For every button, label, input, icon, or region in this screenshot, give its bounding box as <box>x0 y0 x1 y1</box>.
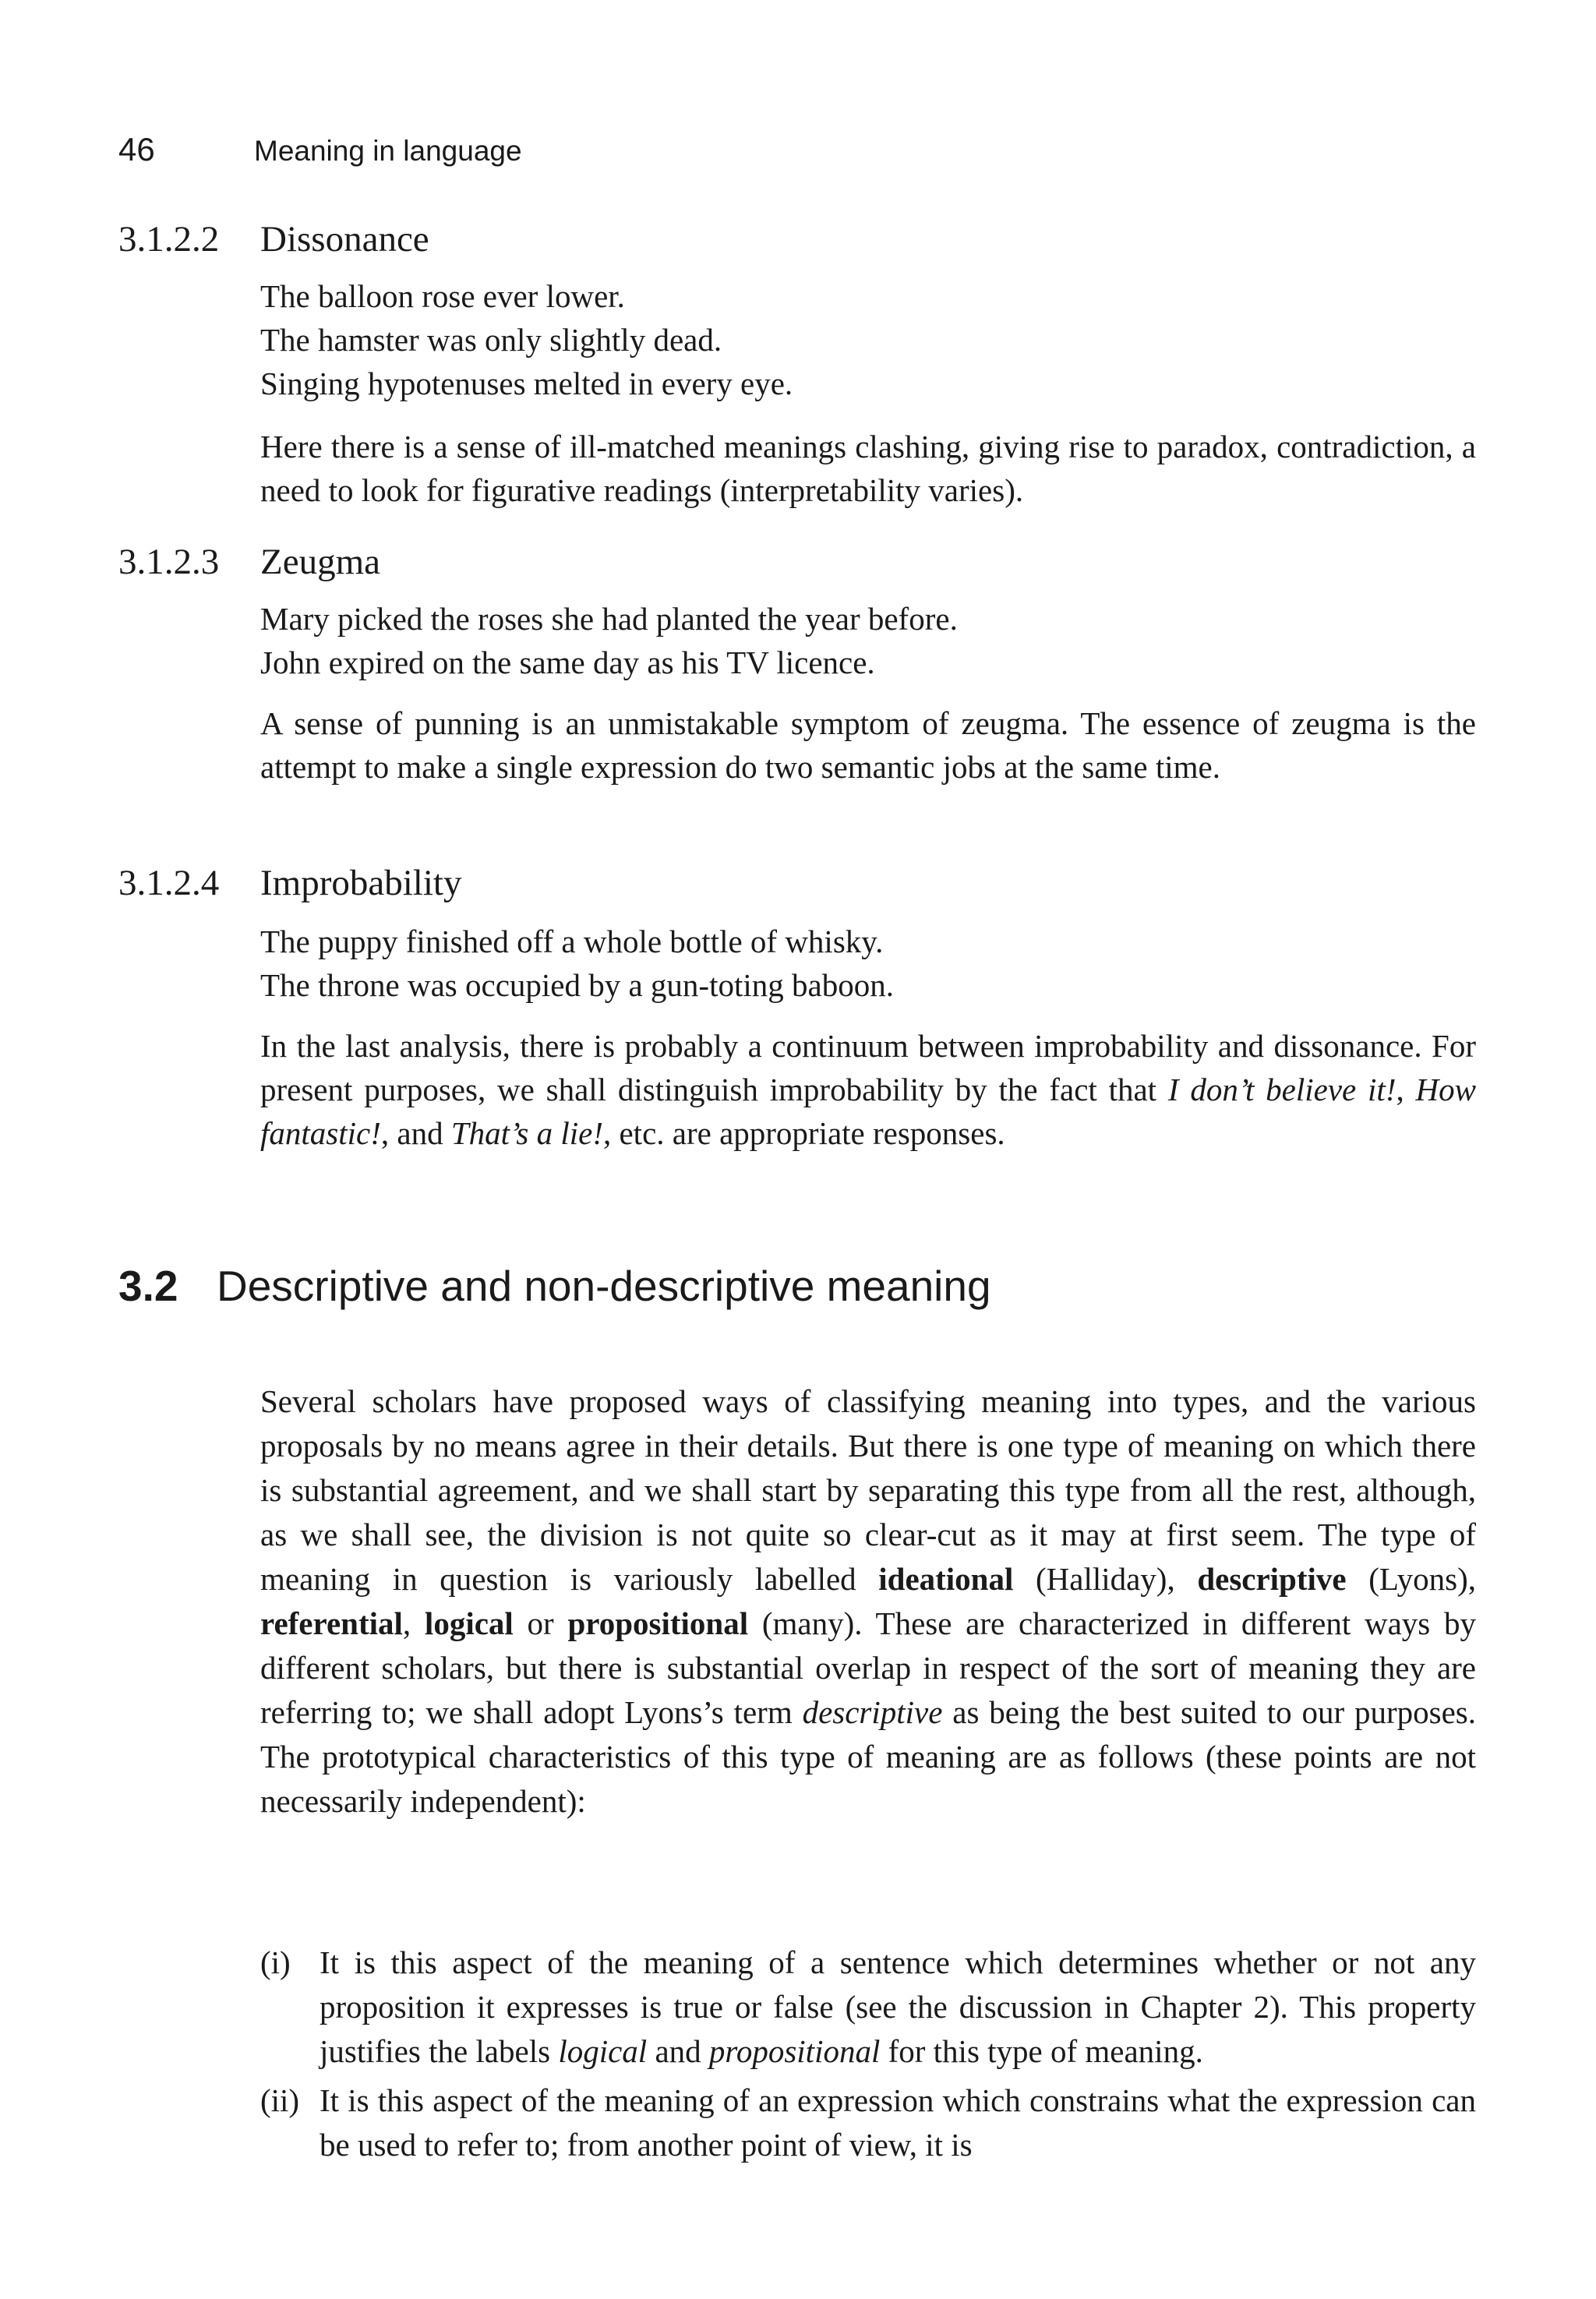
examples-dissonance <box>260 274 1476 405</box>
example-sentence: John expired on the same day as his TV licence. <box>260 644 875 680</box>
paragraph-dissonance: Here there is a sense of ill-matched meanings clashing, giving rise to paradox, contradiction, a need to look for figurative readings (interpretability varies). <box>260 429 1476 508</box>
subsection-title: Zeugma <box>260 542 380 582</box>
running-title: Meaning in language <box>254 135 522 167</box>
section-paragraph: Several scholars have proposed ways of classifying meaning into types, and the various proposals by no means agree in their details. But there is one type of meaning on which there is substantial agreement, and we shall start by separating this type from all the rest, although, as we shall see, the division is not quite so clear-cut as it may at first seem. The type of meaning in question is variously labelled ideational (Halliday), descriptive (Lyons), referential, logical or propositional (many). These are characterized in different ways by different scholars, but there is substantial overlap in respect of the sort of meaning they are referring to; we shall adopt Lyons’s term descriptive as being the best suited to our purposes. The prototypical characteristics of this type of meaning are as follows (these points are not necessarily independent): <box>260 1383 1477 1819</box>
example-sentence: The balloon rose ever lower. <box>260 278 625 314</box>
subsection-title: Dissonance <box>260 219 429 260</box>
list-marker: (i) <box>260 1944 291 1980</box>
page-number: 46 <box>118 131 155 168</box>
list-item: (i) It is this aspect of the meaning of a sentence which determines whether or not any proposition it expresses is true or false (see the discussion in Chapter 2). This property justifies the labels logical and propositional for this type of meaning. <box>260 1941 1476 2074</box>
subsection-number: 3.1.2.3 <box>118 542 220 582</box>
section-heading <box>118 1261 991 1311</box>
example-sentence: The hamster was only slightly dead. <box>260 322 722 358</box>
list-item: (ii) It is this aspect of the meaning of an expression which constrains what the expression can be used to refer to; from another point of view, it is <box>260 2078 1476 2167</box>
section-number: 3.2 <box>118 1262 178 1310</box>
subsection-title: Improbability <box>260 863 462 903</box>
subsection-heading-dissonance <box>118 218 429 260</box>
subsection-heading-zeugma <box>118 541 380 583</box>
paragraph-zeugma: A sense of punning is an unmistakable symptom of zeugma. The essence of zeugma is the attempt to make a single expression do two semantic jobs at the same time. <box>260 705 1476 785</box>
characteristics-list <box>260 1941 1476 2172</box>
paragraph-improbability: In the last analysis, there is probably a continuum between improbability and dissonance. For present purposes, we shall distinguish improbability by the fact that I don’t believe it!, How fantastic!, and That’s a lie!, etc. are appropriate responses. <box>260 1028 1476 1151</box>
examples-zeugma <box>260 597 1476 684</box>
list-marker: (ii) <box>260 2082 300 2118</box>
example-sentence: The throne was occupied by a gun-toting baboon. <box>260 967 894 1003</box>
example-sentence: The puppy finished off a whole bottle of whisky. <box>260 923 884 959</box>
section-title: Descriptive and non-descriptive meaning <box>217 1262 991 1310</box>
example-sentence: Mary picked the roses she had planted the year before. <box>260 601 958 637</box>
running-head <box>118 131 522 168</box>
example-sentence: Singing hypotenuses melted in every eye. <box>260 366 793 401</box>
examples-improbability <box>260 920 1476 1007</box>
subsection-number: 3.1.2.2 <box>118 219 220 260</box>
subsection-heading-improbability <box>118 862 461 904</box>
subsection-number: 3.1.2.4 <box>118 863 220 903</box>
